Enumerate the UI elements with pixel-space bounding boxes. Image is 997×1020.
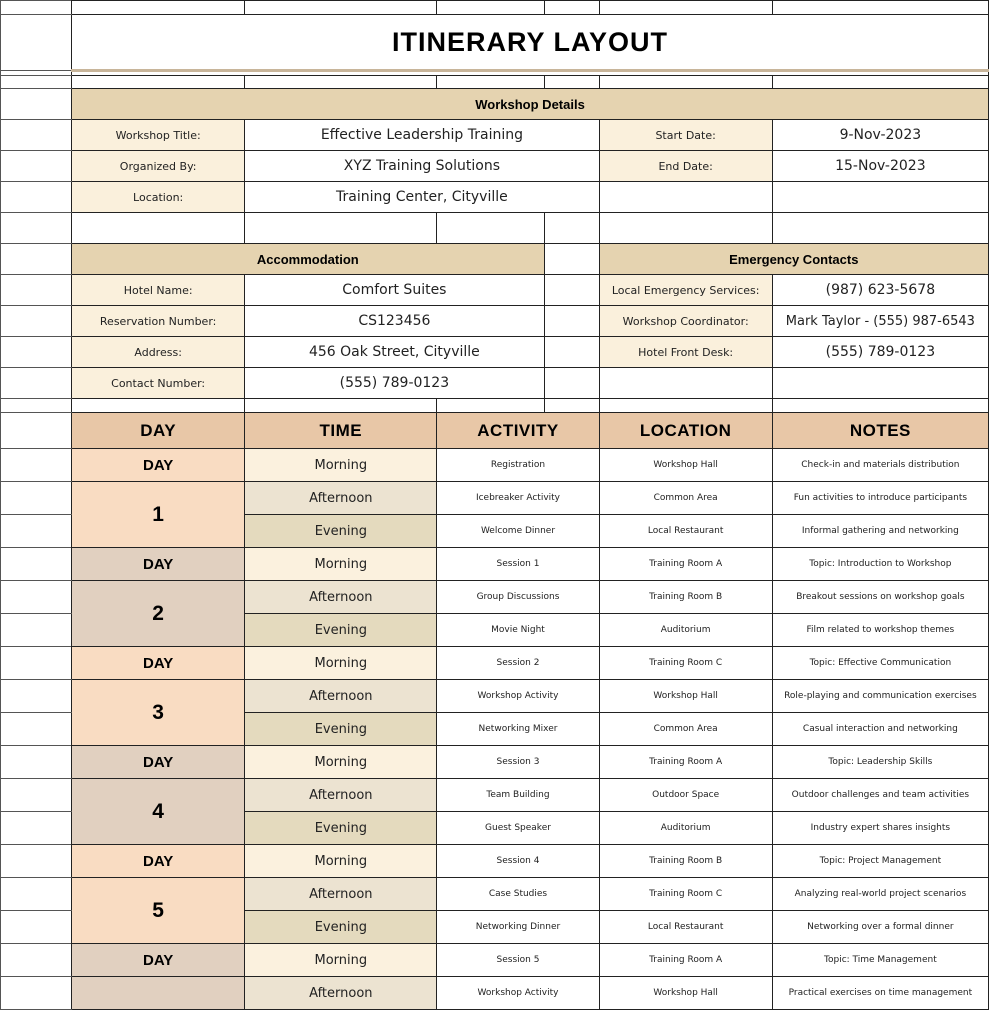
time-cell: Afternoon — [245, 680, 437, 713]
spacer-row — [1, 213, 989, 244]
location-cell: Common Area — [599, 482, 772, 515]
activity-cell: Workshop Activity — [437, 977, 599, 1010]
notes-cell: Topic: Time Management — [772, 944, 988, 977]
hotel-name-value: Comfort Suites — [245, 275, 544, 306]
contacts-row — [1, 306, 989, 337]
header-location: LOCATION — [599, 413, 772, 449]
notes-cell: Informal gathering and networking — [772, 515, 988, 548]
activity-cell: Welcome Dinner — [437, 515, 599, 548]
notes-cell: Film related to workshop themes — [772, 614, 988, 647]
end-date-value: 15-Nov-2023 — [772, 151, 988, 182]
schedule-row — [1, 680, 989, 713]
schedule-row — [1, 548, 989, 581]
row-gutter — [1, 548, 72, 581]
local-emergency-label: Local Emergency Services: — [599, 275, 772, 306]
activity-cell: Guest Speaker — [437, 812, 599, 845]
notes-cell: Topic: Leadership Skills — [772, 746, 988, 779]
location-cell: Auditorium — [599, 614, 772, 647]
location-cell: Common Area — [599, 713, 772, 746]
location-value: Training Center, Cityville — [245, 182, 599, 213]
time-cell: Afternoon — [245, 581, 437, 614]
end-date-label: End Date: — [599, 151, 772, 182]
row-gutter — [1, 482, 72, 515]
schedule-row — [1, 845, 989, 878]
notes-cell: Outdoor challenges and team activities — [772, 779, 988, 812]
header-notes: NOTES — [772, 413, 988, 449]
row-gutter — [1, 746, 72, 779]
location-cell: Training Room A — [599, 746, 772, 779]
time-cell: Evening — [245, 515, 437, 548]
activity-cell: Networking Dinner — [437, 911, 599, 944]
time-cell: Morning — [245, 944, 437, 977]
schedule-row — [1, 746, 989, 779]
header-day: DAY — [72, 413, 245, 449]
day-label: DAY — [72, 845, 245, 878]
row-gutter — [1, 878, 72, 911]
location-cell: Workshop Hall — [599, 449, 772, 482]
notes-cell: Breakout sessions on workshop goals — [772, 581, 988, 614]
row-gutter — [1, 911, 72, 944]
activity-cell: Session 1 — [437, 548, 599, 581]
schedule-row — [1, 878, 989, 911]
activity-cell: Case Studies — [437, 878, 599, 911]
time-cell: Morning — [245, 647, 437, 680]
time-cell: Afternoon — [245, 779, 437, 812]
time-cell: Morning — [245, 449, 437, 482]
coordinator-label: Workshop Coordinator: — [599, 306, 772, 337]
start-date-label: Start Date: — [599, 120, 772, 151]
row-gutter — [1, 581, 72, 614]
day-number: 2 — [72, 581, 245, 647]
location-row — [1, 182, 989, 213]
contacts-row — [1, 275, 989, 306]
row-gutter — [1, 977, 72, 1010]
activity-cell: Team Building — [437, 779, 599, 812]
time-cell: Morning — [245, 548, 437, 581]
notes-cell: Industry expert shares insights — [772, 812, 988, 845]
notes-cell: Role-playing and communication exercises — [772, 680, 988, 713]
time-cell: Morning — [245, 845, 437, 878]
activity-cell: Group Discussions — [437, 581, 599, 614]
location-cell: Training Room B — [599, 845, 772, 878]
time-cell: Evening — [245, 911, 437, 944]
address-label: Address: — [72, 337, 245, 368]
schedule-row — [1, 779, 989, 812]
workshop-section-header — [1, 89, 989, 120]
activity-cell: Icebreaker Activity — [437, 482, 599, 515]
notes-cell: Analyzing real-world project scenarios — [772, 878, 988, 911]
time-cell: Afternoon — [245, 482, 437, 515]
day-label: DAY — [72, 548, 245, 581]
day-number: 3 — [72, 680, 245, 746]
activity-cell: Session 5 — [437, 944, 599, 977]
notes-cell: Networking over a formal dinner — [772, 911, 988, 944]
row-gutter — [1, 515, 72, 548]
activity-cell: Registration — [437, 449, 599, 482]
page-title: ITINERARY LAYOUT — [72, 15, 989, 71]
day-label: DAY — [72, 449, 245, 482]
location-cell: Training Room A — [599, 548, 772, 581]
activity-cell: Movie Night — [437, 614, 599, 647]
location-cell: Auditorium — [599, 812, 772, 845]
location-cell: Local Restaurant — [599, 911, 772, 944]
row-gutter — [1, 713, 72, 746]
emergency-section-label: Emergency Contacts — [599, 244, 988, 275]
start-date-value: 9-Nov-2023 — [772, 120, 988, 151]
time-cell: Evening — [245, 713, 437, 746]
reservation-value: CS123456 — [245, 306, 544, 337]
contacts-section-header — [1, 244, 989, 275]
location-label: Location: — [72, 182, 245, 213]
day-number: 5 — [72, 878, 245, 944]
organized-label: Organized By: — [72, 151, 245, 182]
reservation-label: Reservation Number: — [72, 306, 245, 337]
row-gutter — [1, 449, 72, 482]
time-cell: Evening — [245, 614, 437, 647]
contacts-row — [1, 337, 989, 368]
spacer-row — [1, 399, 989, 413]
day-number: 4 — [72, 779, 245, 845]
notes-cell: Topic: Introduction to Workshop — [772, 548, 988, 581]
header-time: TIME — [245, 413, 437, 449]
row-gutter — [1, 647, 72, 680]
row-gutter — [1, 614, 72, 647]
notes-cell: Check-in and materials distribution — [772, 449, 988, 482]
time-cell: Afternoon — [245, 878, 437, 911]
workshop-title-value: Effective Leadership Training — [245, 120, 599, 151]
location-cell: Outdoor Space — [599, 779, 772, 812]
row-gutter — [1, 779, 72, 812]
schedule-header-row — [1, 413, 989, 449]
day-number: 1 — [72, 482, 245, 548]
notes-cell: Practical exercises on time management — [772, 977, 988, 1010]
schedule-row — [1, 581, 989, 614]
coordinator-value: Mark Taylor - (555) 987-6543 — [772, 306, 988, 337]
activity-cell: Session 2 — [437, 647, 599, 680]
spacer-row — [1, 1, 989, 15]
hotel-desk-label: Hotel Front Desk: — [599, 337, 772, 368]
location-cell: Workshop Hall — [599, 977, 772, 1010]
activity-cell: Session 4 — [437, 845, 599, 878]
day-label: DAY — [72, 944, 245, 977]
schedule-row — [1, 647, 989, 680]
notes-cell: Topic: Project Management — [772, 845, 988, 878]
location-cell: Training Room C — [599, 878, 772, 911]
location-cell: Training Room C — [599, 647, 772, 680]
activity-cell: Workshop Activity — [437, 680, 599, 713]
time-cell: Afternoon — [245, 977, 437, 1010]
notes-cell: Casual interaction and networking — [772, 713, 988, 746]
schedule-row — [1, 449, 989, 482]
organized-row — [1, 151, 989, 182]
location-cell: Local Restaurant — [599, 515, 772, 548]
schedule-row — [1, 977, 989, 1010]
title-row — [1, 15, 989, 71]
schedule-row — [1, 482, 989, 515]
schedule-row — [1, 944, 989, 977]
accommodation-section-label: Accommodation — [72, 244, 544, 275]
address-value: 456 Oak Street, Cityville — [245, 337, 544, 368]
time-cell: Morning — [245, 746, 437, 779]
day-label: DAY — [72, 647, 245, 680]
contacts-row — [1, 368, 989, 399]
day-label: DAY — [72, 746, 245, 779]
contact-number-label: Contact Number: — [72, 368, 245, 399]
workshop-section-label: Workshop Details — [72, 89, 989, 120]
contact-number-value: (555) 789-0123 — [245, 368, 544, 399]
header-activity: ACTIVITY — [437, 413, 599, 449]
time-cell: Evening — [245, 812, 437, 845]
notes-cell: Fun activities to introduce participants — [772, 482, 988, 515]
hotel-desk-value: (555) 789-0123 — [772, 337, 988, 368]
activity-cell: Session 3 — [437, 746, 599, 779]
notes-cell: Topic: Effective Communication — [772, 647, 988, 680]
location-cell: Training Room B — [599, 581, 772, 614]
hotel-name-label: Hotel Name: — [72, 275, 245, 306]
organized-value: XYZ Training Solutions — [245, 151, 599, 182]
row-gutter — [1, 944, 72, 977]
location-cell: Workshop Hall — [599, 680, 772, 713]
row-gutter — [1, 845, 72, 878]
local-emergency-value: (987) 623-5678 — [772, 275, 988, 306]
workshop-title-row — [1, 120, 989, 151]
day-number — [72, 977, 245, 1010]
row-gutter — [1, 680, 72, 713]
workshop-title-label: Workshop Title: — [72, 120, 245, 151]
spacer-row — [1, 76, 989, 89]
row-gutter — [1, 812, 72, 845]
activity-cell: Networking Mixer — [437, 713, 599, 746]
location-cell: Training Room A — [599, 944, 772, 977]
